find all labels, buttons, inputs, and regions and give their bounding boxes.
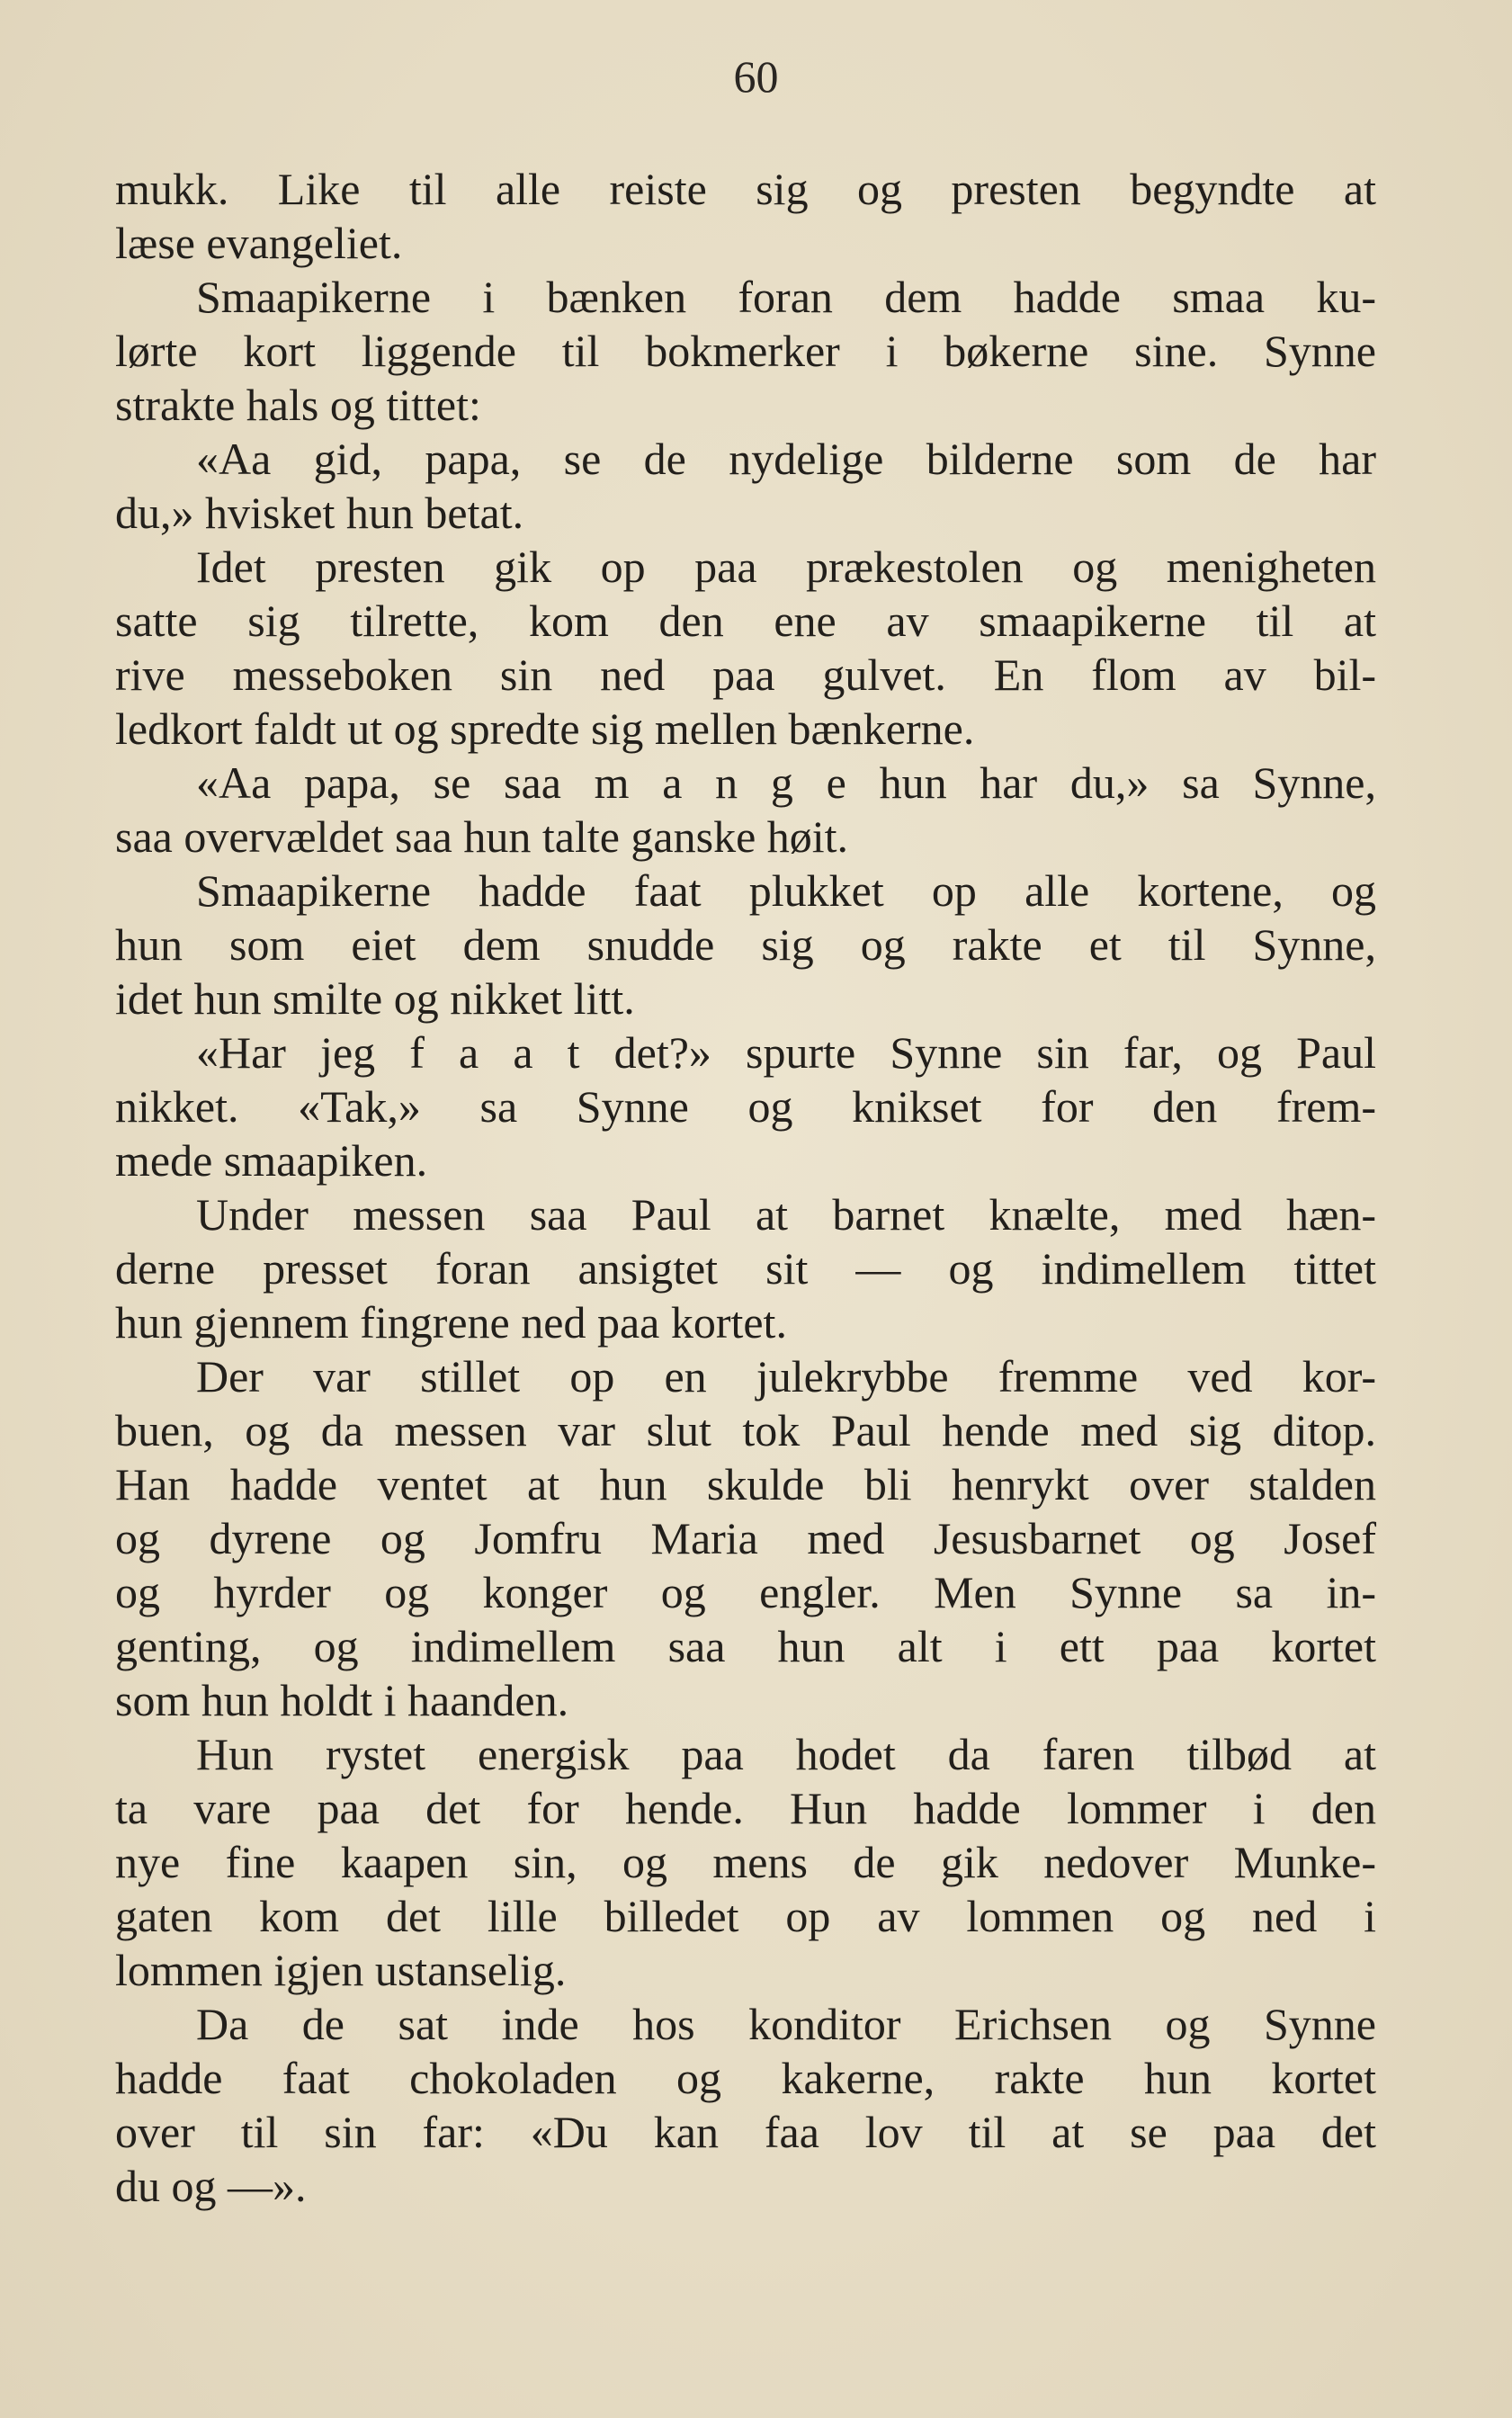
text-line: Idet presten gik op paa prækestolen og menigheten	[196, 542, 1376, 592]
text-line: Da de sat inde hos konditor Erichsen og Synne	[196, 1999, 1376, 2049]
text-line: du,» hvisket hun betat.	[115, 488, 524, 538]
text-line: saa overvældet saa hun talte ganske høit.	[115, 811, 849, 862]
text-line: mukk. Like til alle reiste sig og presten begyndte at	[115, 164, 1376, 214]
text-line: «Aa gid, papa, se de nydelige bilderne som de har	[196, 434, 1376, 484]
text-line: buen, og da messen var slut tok Paul hende med sig ditop.	[115, 1405, 1376, 1455]
text-line: lommen igjen ustanselig.	[115, 1945, 567, 1995]
body-text	[115, 162, 1376, 2213]
text-line: strakte hals og tittet:	[115, 380, 481, 430]
text-line: hun gjennem fingrene ned paa kortet.	[115, 1297, 787, 1348]
text-line: rive messeboken sin ned paa gulvet. En flom av bil-	[115, 649, 1376, 700]
text-line: Smaapikerne i bænken foran dem hadde smaa ku-	[196, 272, 1376, 322]
text-line: og dyrene og Jomfru Maria med Jesusbarnet og Josef	[115, 1513, 1376, 1563]
text-line: satte sig tilrette, kom den ene av smaapikerne til at	[115, 596, 1376, 646]
text-line: som hun holdt i haanden.	[115, 1675, 569, 1725]
text-line: hun som eiet dem snudde sig og rakte et til Synne,	[115, 919, 1376, 970]
page-number: 60	[733, 51, 779, 102]
text-line: genting, og indimellem saa hun alt i ett paa kortet	[115, 1621, 1376, 1671]
text-line: nikket. «Tak,» sa Synne og knikset for den frem-	[115, 1081, 1376, 1132]
text-line: «Har jeg f a a t det?» spurte Synne sin far, og Paul	[196, 1027, 1376, 1078]
text-line: nye fine kaapen sin, og mens de gik nedover Munke-	[115, 1837, 1376, 1887]
text-line: derne presset foran ansigtet sit — og indimellem tittet	[115, 1243, 1376, 1294]
text-line: Under messen saa Paul at barnet knælte, med hæn-	[196, 1189, 1376, 1240]
text-line: idet hun smilte og nikket litt.	[115, 973, 635, 1024]
text-line: Han hadde ventet at hun skulde bli henrykt over stalden	[115, 1459, 1376, 1509]
text-line: lørte kort liggende til bokmerker i bøkerne sine. Synne	[115, 326, 1376, 376]
text-line: mede smaapiken.	[115, 1135, 428, 1186]
text-line: og hyrder og konger og engler. Men Synne sa in-	[115, 1567, 1376, 1617]
text-line: gaten kom det lille billedet op av lommen og ned i	[115, 1891, 1376, 1941]
text-line: «Aa papa, se saa m a n g e hun har du,» sa Synne,	[196, 757, 1376, 808]
text-line: læse evangeliet.	[115, 218, 403, 268]
text-line: Der var stillet op en julekrybbe fremme ved kor-	[196, 1351, 1376, 1402]
text-line: ledkort faldt ut og spredte sig mellen bænkerne.	[115, 703, 975, 754]
text-line: Hun rystet energisk paa hodet da faren tilbød at	[196, 1729, 1376, 1779]
text-line: hadde faat chokoladen og kakerne, rakte hun kortet	[115, 2053, 1376, 2103]
text-line: Smaapikerne hadde faat plukket op alle kortene, og	[196, 865, 1376, 916]
text-line: du og —».	[115, 2161, 307, 2211]
text-line: ta vare paa det for hende. Hun hadde lommer i den	[115, 1783, 1376, 1833]
text-line: over til sin far: «Du kan faa lov til at se paa det	[115, 2107, 1376, 2157]
